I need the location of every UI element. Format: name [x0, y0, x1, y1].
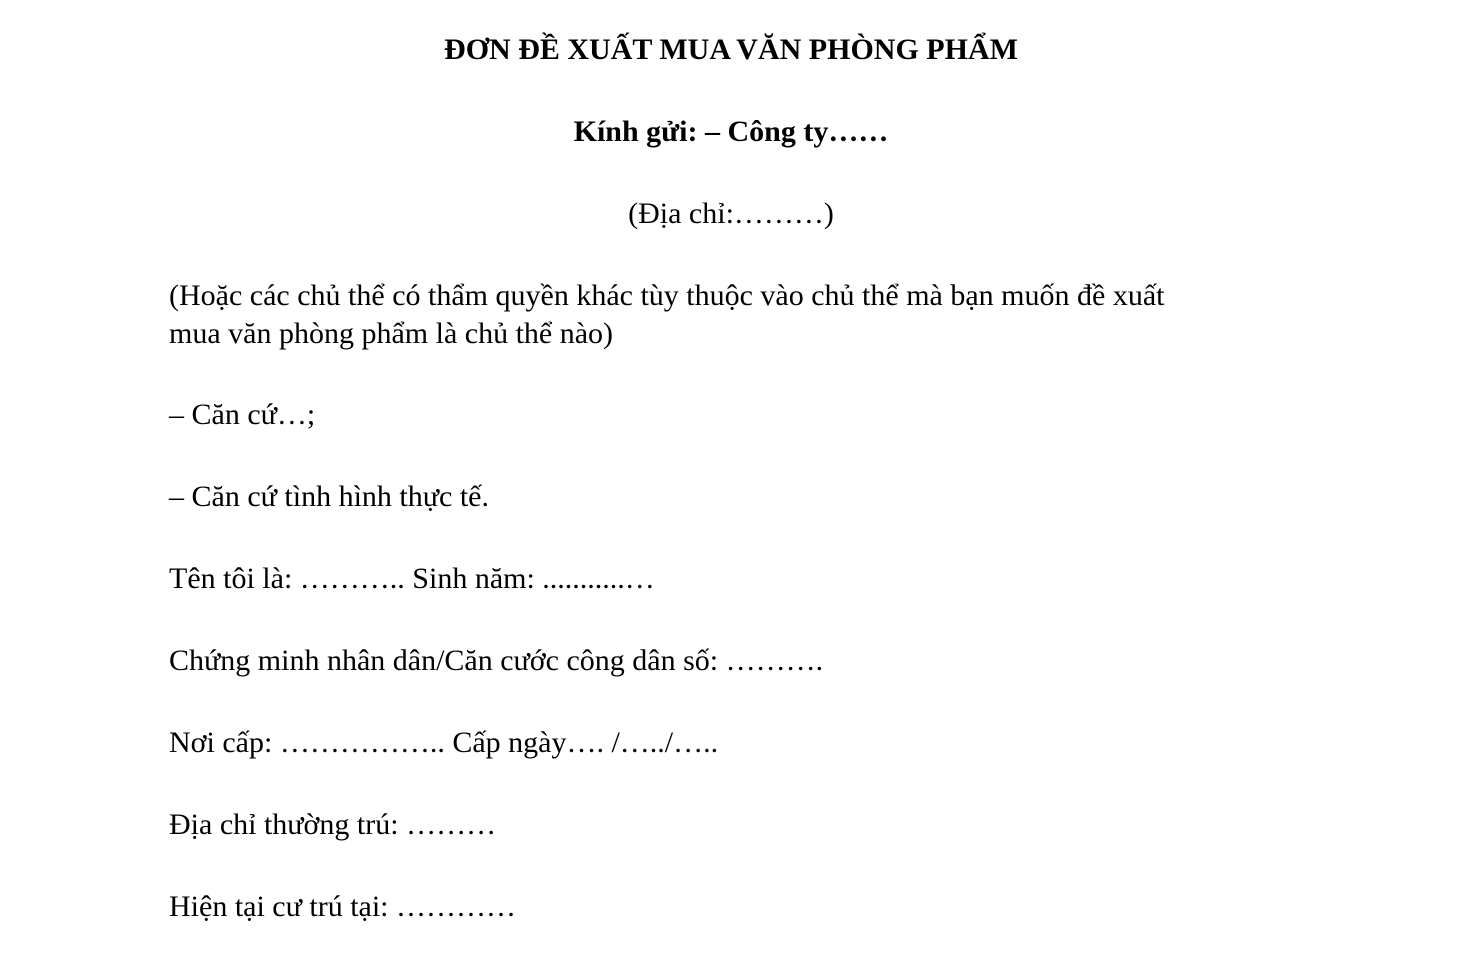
- recipient-line: Kính gửi: – Công ty……: [573, 115, 889, 148]
- issue-place-date-line: Nơi cấp: …………….. Cấp ngày…. /…../…..: [169, 726, 719, 759]
- basis-line-1: – Căn cứ…;: [169, 398, 316, 431]
- id-number-line: Chứng minh nhân dân/Căn cước công dân số: ……….: [169, 644, 824, 677]
- note-paragraph: [169, 277, 1309, 353]
- note-line-2: mua văn phòng phẩm là chủ thể nào): [169, 317, 614, 350]
- note-line-1: (Hoặc các chủ thể có thẩm quyền khác tùy thuộc vào chủ thể mà bạn muốn đề xuất: [169, 279, 1165, 312]
- current-residence-line: Hiện tại cư trú tại: …………: [169, 890, 517, 923]
- name-birth-line: Tên tôi là: ……….. Sinh năm: ...........…: [169, 562, 655, 595]
- address-line: (Địa chỉ:………): [628, 197, 834, 230]
- basis-line-2: – Căn cứ tình hình thực tế.: [169, 480, 489, 513]
- permanent-address-line: Địa chỉ thường trú: ………: [169, 808, 497, 841]
- document-title: ĐƠN ĐỀ XUẤT MUA VĂN PHÒNG PHẨM: [444, 33, 1018, 66]
